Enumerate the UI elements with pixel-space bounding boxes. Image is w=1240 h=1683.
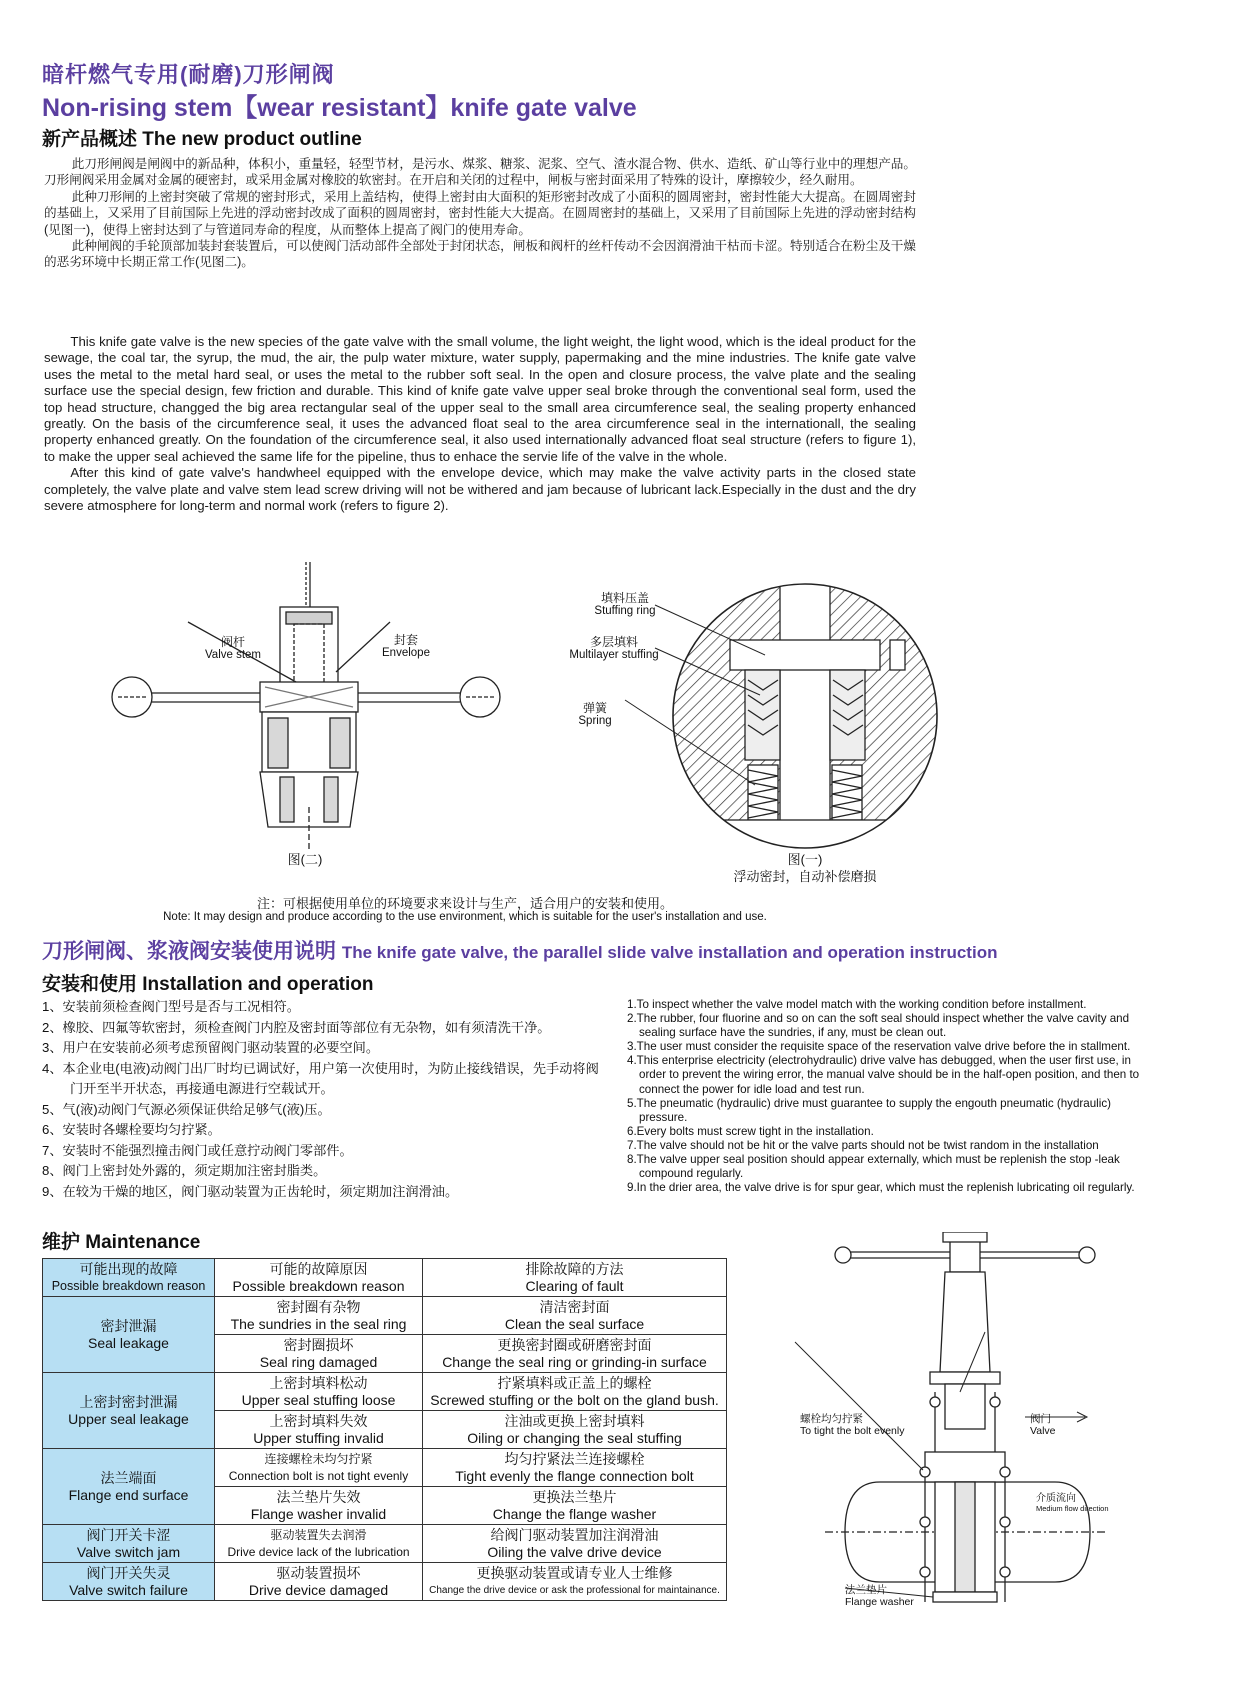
outline-cn	[44, 156, 916, 271]
symptom-cn: 阀门开关失灵	[86, 1564, 171, 1581]
fix-cell	[423, 1335, 727, 1373]
note-en: Note: It may design and produce according to the use environment, which is suitable for the user's installation and use.	[163, 911, 767, 923]
figure1-multilayer-cn: 多层填料	[589, 635, 638, 649]
reason-en: Drive device lack of the lubrication	[227, 1544, 410, 1559]
valve-flow-cn: 介质流向	[1036, 1493, 1076, 1504]
install-cn-item: 2、橡胶、四氟等软密封，须检查阀门内腔及密封面等部位有无杂物，如有须清洗干净。	[42, 1019, 551, 1035]
table-row	[43, 1373, 727, 1411]
reason-cn: 连接螺栓未均匀拧紧	[264, 1451, 373, 1466]
symptom-cell	[43, 1449, 215, 1525]
figure1-multilayer-en: Multilayer stuffing	[569, 649, 659, 661]
figure2-envelope-label	[366, 634, 446, 660]
valve-flow-en: Medium flow direction	[1036, 1504, 1109, 1513]
outline-cn-p1: 此刀形闸阀是闸阀中的新品种，体积小，重量轻，轻型节材，是污水、煤浆、糖浆、泥浆、空气、渣水混合物、供水、造纸、矿山等行业中的理想产品。刀形闸阀采用金属对金属的硬密封，或采用金属对橡胶的软密封。在开启和关闭的过程中，闸板与密封面采用了特殊的设计，摩擦较少，经久耐用。	[44, 157, 916, 188]
fix-cn: 拧紧填料或正盖上的螺栓	[497, 1374, 652, 1391]
header-fix	[423, 1259, 727, 1297]
fix-cn: 更换密封圈或研磨密封面	[497, 1336, 652, 1353]
figure1-stuffing-ring-en: Stuffing ring	[594, 605, 656, 617]
install-cn-item: 8、阀门上密封处外露的，须定期加注密封脂类。	[42, 1163, 327, 1178]
outline-heading: 新产品概述 The new product outline	[42, 129, 362, 150]
install-cn-item: 5、气(液)动阀门气源必须保证供给足够气(液)压。	[42, 1101, 331, 1117]
valve-bolt-en: To tight the bolt evenly	[800, 1425, 905, 1437]
install-en-item: 3.The user must consider the requisite space of the reservation valve drive before the in stallment.	[627, 1040, 1131, 1054]
fix-cell	[423, 1411, 727, 1449]
symptom-cn: 上密封密封泄漏	[79, 1393, 178, 1410]
reason-en: The sundries in the seal ring	[230, 1315, 407, 1332]
reason-cell	[215, 1411, 423, 1449]
symptom-en: Flange end surface	[68, 1486, 189, 1503]
reason-cell	[215, 1487, 423, 1525]
install-title	[42, 935, 997, 965]
reason-cn: 法兰垫片失效	[276, 1488, 361, 1505]
valve-bolt-cn: 螺栓均匀拧紧	[800, 1413, 863, 1425]
valve-valve-label	[1030, 1413, 1090, 1437]
install-cn-item: 6、安装时各螺栓要均匀拧紧。	[42, 1122, 221, 1137]
valve-valve-en: Valve	[1030, 1425, 1056, 1437]
figure2-drawing	[110, 562, 510, 862]
figure2-stem-cn: 阀杆	[220, 635, 245, 649]
reason-cn: 密封圈有杂物	[276, 1298, 361, 1315]
reason-cell	[215, 1335, 423, 1373]
install-heading: 安装和使用 Installation and operation	[42, 974, 374, 995]
maintenance-heading: 维护 Maintenance	[42, 1232, 201, 1253]
install-cn-item: 4、本企业电(电液)动阀门出厂时均已调试好，用户第一次使用时，为防止接线错误，先手动将阀门开至半开状态，再接通电源进行空载试开。	[42, 1060, 599, 1096]
symptom-en: Seal leakage	[88, 1334, 169, 1351]
symptom-cn: 密封泄漏	[100, 1317, 157, 1334]
symptom-en: Upper seal leakage	[68, 1410, 189, 1427]
reason-en: Flange washer invalid	[250, 1505, 387, 1522]
fix-cn: 均匀拧紧法兰连接螺栓	[504, 1450, 645, 1467]
fix-en: Change the seal ring or grinding-in surface	[442, 1353, 707, 1370]
table-row	[43, 1297, 727, 1335]
install-en-item: 5.The pneumatic (hydraulic) drive must guarantee to supply the engouth pneumatic (hydraulic) pressure.	[627, 1096, 1111, 1124]
reason-cn: 密封圈损坏	[283, 1336, 354, 1353]
reason-cn: 上密封填料松动	[269, 1374, 368, 1391]
fix-cn: 给阀门驱动装置加注润滑油	[490, 1526, 659, 1543]
reason-en: Upper seal stuffing loose	[241, 1391, 396, 1408]
outline-en	[44, 334, 916, 514]
install-title-cn: 刀形闸阀、浆液阀安装使用说明	[42, 940, 336, 963]
outline-en-p1: This knife gate valve is the new species of the gate valve with the small volume, the light weight, the light wood, which is the ideal product for the sewage, the coal tar, the syrup, the mud, the air, the pulp water mixture, water supply, papermaking and the mine industries. The knife gate valve uses the metal to the metal hard seal, or uses the metal to the rubber soft seal. In the open and closure process, the valve plate and the sealing surface use the special design, few friction and durable. This kind of knife gate valve upper seal broke through the conventional seal form, used the top head structure, changged the big area rectangular seal of the upper seal to the small area circumference seal, the sealing property enhanced greatly. On the basis of the circumference seal, it uses the advanced float seal to the area circumference seal in the internationall, the sealing property enhanced greatly. On the foundation of the circumference seal, it also used internationally advanced float seal structure (refers to figure 1), to make the upper seal achieved the same life for the pipeline, thus to enhace the servie life of the valve in the whole.	[44, 334, 916, 464]
symptom-en: Valve switch jam	[76, 1543, 181, 1560]
figure2-stem-label	[188, 636, 278, 662]
valve-flow-label	[1036, 1494, 1136, 1514]
figure1-drawing	[560, 580, 940, 880]
header-fix-en: Clearing of fault	[525, 1277, 624, 1294]
fix-cell	[423, 1525, 727, 1563]
fix-cn: 更换驱动装置或请专业人士维修	[476, 1564, 673, 1581]
fix-cn: 清洁密封面	[539, 1298, 610, 1315]
install-cn-item: 1、安装前须检查阀门型号是否与工况相符。	[42, 999, 300, 1014]
valve-bolt-label	[800, 1413, 950, 1437]
install-en-item: 2.The rubber, four fluorine and so on can the soft seal should inspect whether the valve cavity and sealing surface have the sundries, if any, must be clean out.	[627, 1012, 1130, 1040]
fix-en: Oiling the valve drive device	[487, 1543, 662, 1560]
fix-cn: 注油或更换上密封填料	[504, 1412, 645, 1429]
symptom-cell	[43, 1525, 215, 1563]
reason-cell	[215, 1525, 423, 1563]
reason-cell	[215, 1563, 423, 1601]
reason-cn: 驱动装置失去润滑	[270, 1527, 367, 1542]
figure2-envelope-en: Envelope	[382, 647, 430, 659]
fix-cn: 更换法兰垫片	[532, 1488, 617, 1505]
fix-en: Change the drive device or ask the professional for maintainance.	[429, 1584, 720, 1596]
reason-en: Upper stuffing invalid	[253, 1429, 384, 1446]
install-en-item: 8.The valve upper seal position should appear externally, which must be replenish the stop -leak compound regularly.	[627, 1153, 1120, 1181]
install-list-en	[627, 998, 1157, 1195]
valve-washer-cn: 法兰垫片	[845, 1584, 887, 1596]
figure2-envelope-cn: 封套	[393, 633, 418, 647]
reason-en: Seal ring damaged	[259, 1353, 378, 1370]
header-symptom	[43, 1259, 215, 1297]
figure2-stem-en: Valve stem	[204, 649, 262, 661]
install-cn-item: 7、安装时不能强烈撞击阀门或任意拧动阀门零部件。	[42, 1142, 353, 1158]
fix-cell	[423, 1487, 727, 1525]
figure1-spring-label	[570, 702, 620, 728]
fix-cell	[423, 1449, 727, 1487]
symptom-cn: 法兰端面	[100, 1469, 157, 1486]
figure2-caption: 图(二)	[287, 852, 323, 867]
page-title-en: Non-rising stem【wear resistant】knife gate valve	[42, 94, 637, 122]
reason-en: Drive device damaged	[248, 1581, 389, 1598]
symptom-cn: 阀门开关卡涩	[86, 1526, 171, 1543]
note-cn: 注：可根据使用单位的环境要求来设计与生产，适合用户的安装和使用。	[256, 896, 673, 911]
header-reason-en: Possible breakdown reason	[232, 1277, 405, 1294]
install-en-item: 6.Every bolts must screw tight in the installation.	[627, 1124, 874, 1138]
reason-cell	[215, 1373, 423, 1411]
header-fix-cn: 排除故障的方法	[525, 1260, 624, 1277]
figure1-spring-cn: 弹簧	[582, 701, 607, 715]
install-en-item: 9.In the drier area, the valve drive is for spur gear, which must the replenish lubricating oil regularly.	[627, 1181, 1135, 1195]
install-cn-item: 3、用户在安装前必须考虑预留阀门驱动装置的必要空间。	[42, 1040, 380, 1055]
fix-cell	[423, 1563, 727, 1601]
table-row	[43, 1449, 727, 1487]
outline-cn-p3: 此种闸阀的手轮顶部加装封套装置后，可以使阀门活动部件全部处于封闭状态，闸板和阀杆的丝杆传动不会因润滑油干枯而卡涩。特别适合在粉尘及干燥的恶劣环境中长期正常工作(见图二)。	[44, 239, 916, 270]
page-title-cn: 暗杆燃气专用(耐磨)刀形闸阀	[42, 62, 335, 87]
install-title-en: The knife gate valve, the parallel slide valve installation and operation instruction	[341, 943, 998, 962]
fix-en: Clean the seal surface	[504, 1315, 645, 1332]
header-reason-cn: 可能的故障原因	[269, 1260, 368, 1277]
symptom-en: Valve switch failure	[69, 1581, 188, 1598]
fix-cell	[423, 1297, 727, 1335]
table-row	[43, 1525, 727, 1563]
valve-valve-cn: 阀门	[1030, 1413, 1051, 1425]
figure1-stuffing-ring-cn: 填料压盖	[600, 591, 649, 605]
valve-washer-label	[845, 1584, 945, 1608]
figure1-multilayer-label	[554, 636, 674, 662]
header-symptom-cn: 可能出现的故障	[79, 1260, 178, 1277]
outline-cn-p2: 此种刀形闸的上密封突破了常规的密封形式，采用上盖结构，使得上密封由大面积的矩形密封改成了小面积的圆周密封，密封性能大大提高。在圆周密封的基础上，又采用了目前国际上先进的浮动密封改成了面积的圆周密封，密封性能大大提高。在圆周密封的基础上，又采用了目前国际上先进的浮动密封结构(见图一)，使得上密封达到了与管道同寿命的程度，从而整体上提高了阀门的使用寿命。	[44, 189, 916, 237]
reason-cn: 上密封填料失效	[269, 1412, 368, 1429]
install-list-cn	[42, 997, 602, 1202]
fix-en: Tight evenly the flange connection bolt	[455, 1467, 694, 1484]
fix-en: Change the flange washer	[492, 1505, 657, 1522]
table-row	[43, 1563, 727, 1601]
figure1-subcaption: 浮动密封，自动补偿磨损	[733, 869, 877, 884]
figure1-stuffing-ring-label	[580, 592, 670, 618]
figure1-spring-en: Spring	[578, 715, 612, 727]
header-symptom-en: Possible breakdown reason	[51, 1278, 206, 1293]
header-reason	[215, 1259, 423, 1297]
install-en-item: 4.This enterprise electricity (electrohydraulic) drive valve has debugged, when the user first use, in order to prevent the wiring error, the manual valve should be in the half-open position, and then to connect the power for idle load and test run.	[627, 1054, 1140, 1096]
symptom-cell	[43, 1297, 215, 1373]
reason-en: Connection bolt is not tight evenly	[228, 1468, 409, 1483]
outline-en-p2: After this kind of gate valve's handwheel equipped with the envelope device, which may make the valve activity parts in the closed state completely, the valve plate and valve stem lead screw driving will not be withered and jam because of lubricant lack.Especially in the dust and the dry severe atmosphere for long-term and normal work (refers to figure 2).	[44, 465, 916, 514]
reason-cell	[215, 1449, 423, 1487]
symptom-cell	[43, 1563, 215, 1601]
maintenance-table	[42, 1258, 727, 1601]
reason-cell	[215, 1297, 423, 1335]
install-en-item: 7.The valve should not be hit or the valve parts should not be twist random in the installation	[627, 1138, 1099, 1152]
table-header-row	[43, 1259, 727, 1297]
figure1-caption: 图(一)	[787, 852, 823, 867]
reason-cn: 驱动装置损坏	[276, 1564, 361, 1581]
fix-en: Oiling or changing the seal stuffing	[467, 1429, 682, 1446]
fix-en: Screwed stuffing or the bolt on the gland bush.	[430, 1391, 719, 1408]
fix-cell	[423, 1373, 727, 1411]
install-en-item: 1.To inspect whether the valve model match with the working condition before installment.	[627, 998, 1087, 1011]
symptom-cell	[43, 1373, 215, 1449]
install-cn-item: 9、在较为干燥的地区，阀门驱动装置为正齿轮时，须定期加注润滑油。	[42, 1183, 459, 1199]
valve-washer-en: Flange washer	[845, 1596, 914, 1608]
